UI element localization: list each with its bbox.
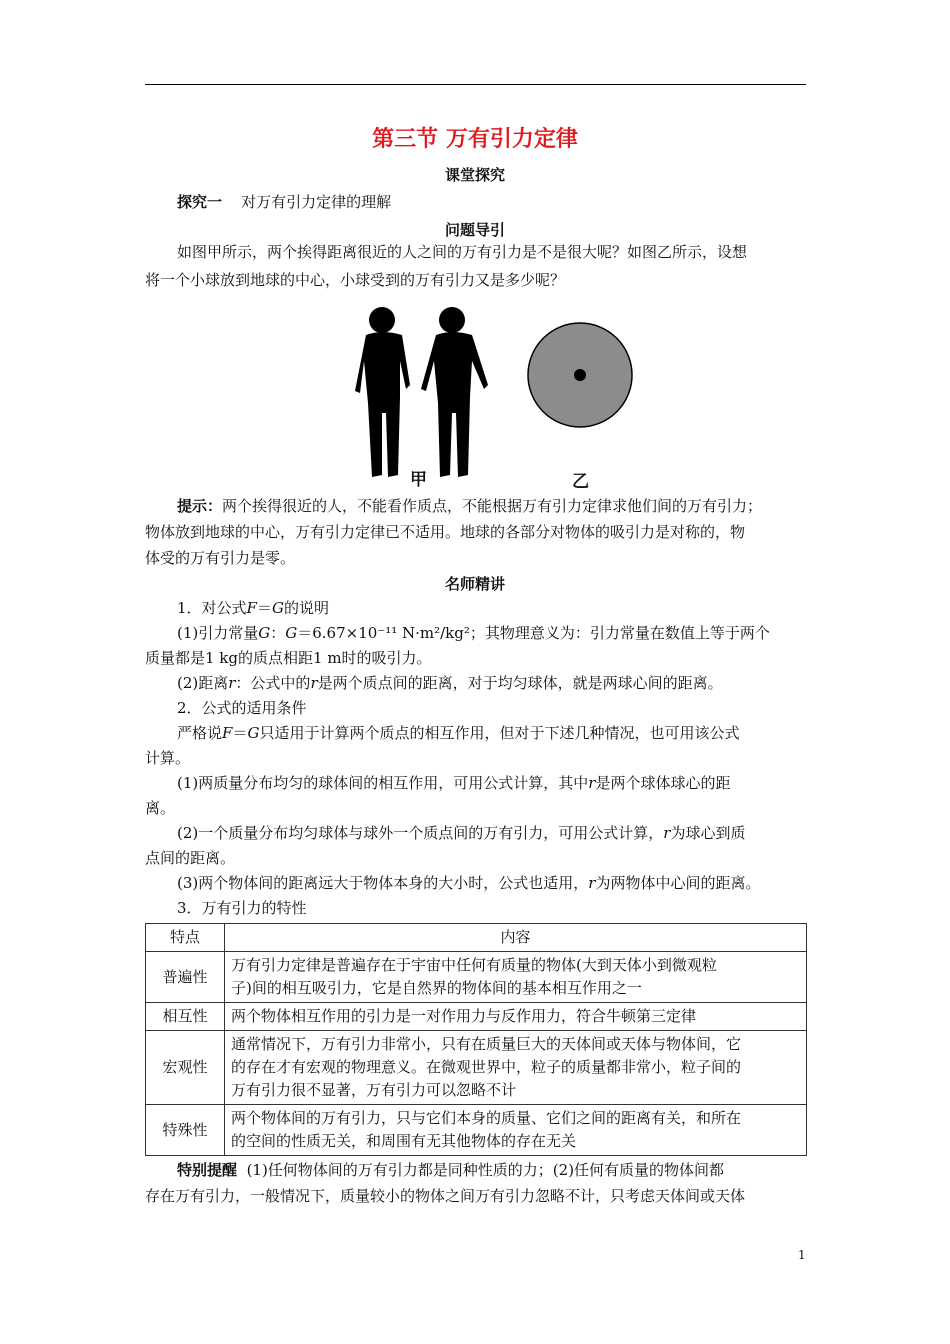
point-2d: (3)两个物体间的距离远大于物体本身的大小时，公式也适用，r为两物体中心间的距离。 (177, 874, 761, 892)
point-2c: (2)一个质量分布均匀球体与球外一个质点间的万有引力，可用公式计算，r为球心到质 (177, 824, 746, 842)
person-silhouette-right (421, 307, 488, 477)
point-1a-cont: 质量都是1 kg的质点相距1 m时的吸引力。 (145, 649, 432, 667)
table-row (146, 952, 807, 1003)
table-row (146, 1031, 807, 1105)
header-rule (145, 84, 806, 85)
point-2b-cont: 离。 (145, 799, 176, 817)
point-2: 2．公式的适用条件 (177, 699, 307, 717)
table-row (146, 1105, 807, 1156)
special-note-label: 特别提醒 (177, 1161, 238, 1179)
point-3: 3．万有引力的特性 (177, 899, 307, 917)
explore-1-label: 探究一 (177, 193, 223, 211)
point-1: 1．对公式F＝G的说明 (177, 599, 329, 617)
properties-table (145, 923, 807, 1156)
person-silhouette-left (355, 307, 410, 477)
question-line-2: 将一个小球放到地球的中心，小球受到的万有引力又是多少呢？ (145, 271, 566, 289)
hint-line-3: 体受的万有引力是零。 (145, 549, 296, 567)
page-number: 1 (798, 1248, 806, 1262)
explore-1-heading (177, 192, 842, 212)
point-2a: 严格说F＝G只适用于计算两个质点的相互作用，但对于下述几种情况，也可用该公式 (177, 724, 740, 742)
figure-illustration (330, 305, 650, 495)
special-note-line-2: 存在万有引力，一般情况下，质量较小的物体之间万有引力忽略不计，只考虑天体间或天体 (145, 1187, 746, 1205)
table-cell-content: 万有引力定律是普遍存在于宇宙中任何有质量的物体(大到天体小到微观粒 子)间的相互吸引力，它是自然界的物体间的基本相互作用之一 (225, 952, 807, 1003)
teacher-heading: 名师精讲 (444, 575, 505, 593)
table-cell-content: 两个物体相互作用的引力是一对作用力与反作用力，符合牛顿第三定律 (225, 1003, 807, 1031)
figure-label-b: 乙 (572, 472, 589, 492)
figure-label-a: 甲 (410, 470, 427, 490)
hint-label: 提示： (177, 497, 223, 515)
table-header-cell: 特点 (146, 924, 225, 952)
point-1a: (1)引力常量G：G＝6.67×10⁻¹¹ N·m²/kg²；其物理意义为：引力常量在数值上等于两个 (177, 624, 770, 642)
table-header-row (146, 924, 807, 952)
point-1b: (2)距离r：公式中的r是两个质点间的距离，对于均匀球体，就是两球心间的距离。 (177, 674, 723, 692)
earth-center-ball (574, 369, 586, 381)
point-2c-cont: 点间的距离。 (145, 849, 236, 867)
hint-line-2: 物体放到地球的中心，万有引力定律已不适用。地球的各部分对物体的吸引力是对称的，物 (145, 523, 746, 541)
table-cell-content: 通常情况下，万有引力非常小，只有在质量巨大的天体间或天体与物体间，它 的存在才有宏观的物理意义。在微观世界中，粒子的质量都非常小，粒子间的 万有引力很不显著，万有引力可以忽略不计 (225, 1031, 807, 1105)
hint-line-1: 提示：两个挨得很近的人，不能看作质点，不能根据万有引力定律求他们间的万有引力； (177, 497, 763, 515)
question-heading: 问题导引 (444, 221, 505, 239)
table-row (146, 1003, 807, 1031)
point-2b: (1)两质量分布均匀的球体间的相互作用，可用公式计算，其中r是两个球体球心的距 (177, 774, 731, 792)
point-2a-cont: 计算。 (145, 749, 191, 767)
table-cell-name: 相互性 (146, 1003, 225, 1031)
section-heading: 课堂探究 (444, 166, 505, 184)
table-cell-name: 特殊性 (146, 1105, 225, 1156)
figure (330, 305, 650, 495)
page-title: 第三节 万有引力定律 (372, 127, 578, 152)
question-line-1: 如图甲所示，两个挨得距离很近的人之间的万有引力是不是很大呢？如图乙所示，设想 (177, 243, 748, 261)
table-cell-name: 普遍性 (146, 952, 225, 1003)
table-cell-content: 两个物体间的万有引力，只与它们本身的质量、它们之间的距离有关，和所在 的空间的性质无关，和周围有无其他物体的存在无关 (225, 1105, 807, 1156)
explore-1-text: 对万有引力定律的理解 (241, 193, 392, 211)
special-note-line-1: 特别提醒 (1)任何物体间的万有引力都是同种性质的力；(2)任何有质量的物体间都 (177, 1161, 725, 1179)
table-header-cell: 内容 (225, 924, 807, 952)
table-cell-name: 宏观性 (146, 1031, 225, 1105)
